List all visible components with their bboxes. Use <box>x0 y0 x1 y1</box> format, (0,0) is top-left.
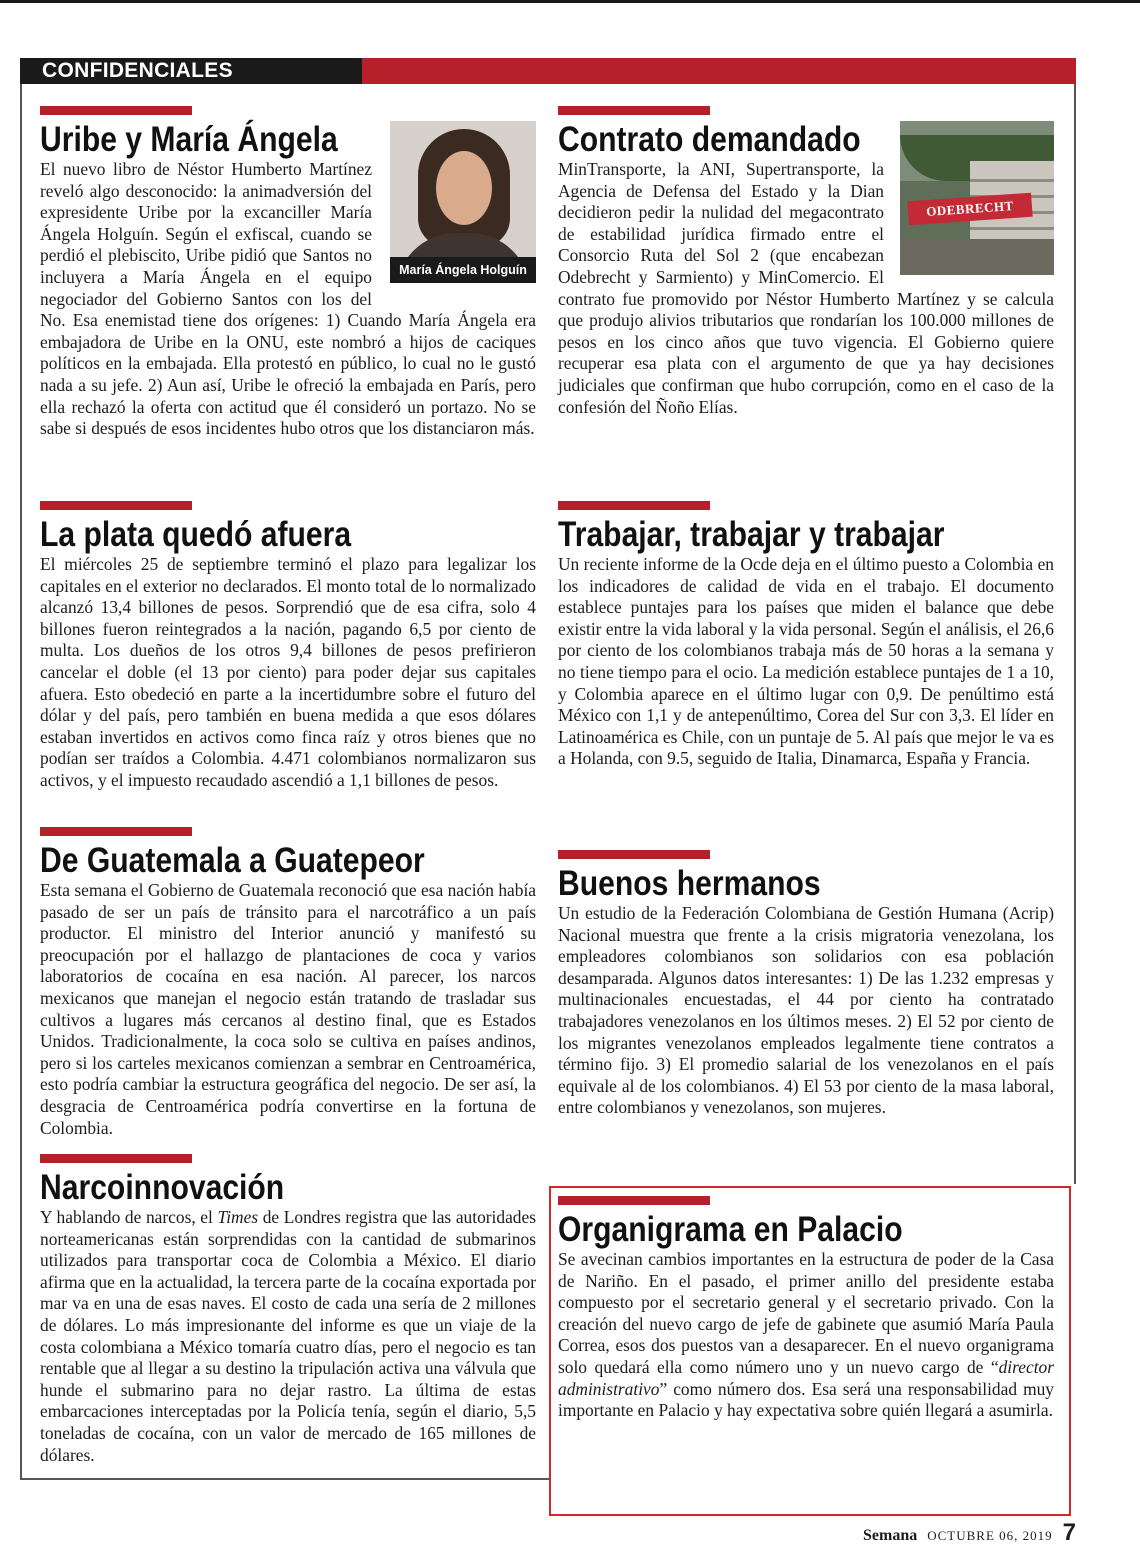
article-guatemala <box>40 827 536 1139</box>
frame-rule-right <box>1074 84 1076 1184</box>
article-body: Esta semana el Gobierno de Guatemala reconoció que esa nación había pasado de ser un país de tránsito para el narcotráfico a un país productor. El ministro del Interior anunció y manifestó su preocupación por el hallazgo de plantaciones de coca y varios laboratorios de cocaína en esa nación. Al parecer, los narcos mexicanos que manejan el negocio están tratando de trasladar sus cultivos a lugares más cercanos al destino final, que es Estados Unidos. Tradicionalmente, la coca solo se cultiva en países andinos, pero si los carteles mexicanos comienzan a sembrar en Centroamérica, esto podría cambiar la estructura geográfica del negocio. De ser así, la desgracia de Centroamérica podría convertirse en la fortuna de Colombia. <box>40 880 536 1138</box>
top-rule <box>0 0 1140 3</box>
article-body: Se avecinan cambios importantes en la estructura de poder de la Casa de Nariño. En el pasado, el primer anillo del presidente estaba compuesto por el secretario general y el secretario privado. Con la creación del nuevo cargo de jefe de gabinete que asumió María Paula Correa, esos dos puestos van a desaparecer. En el nuevo organigrama solo quedará ella como número uno y un nuevo cargo de “director administrativo” como número dos. Esa será una responsabilidad muy importante en Palacio y hay expectativa sobre quién llegará a asumirla. <box>558 1249 1054 1421</box>
section-label: CONFIDENCIALES <box>20 58 362 84</box>
article-headline: Trabajar, trabajar y trabajar <box>558 515 945 554</box>
headline-accent-bar <box>40 501 192 510</box>
article-body: El nuevo libro de Néstor Humberto Martínez reveló algo desconocido: la animadversión del expresidente Uribe por la excanciller María Ángela Holguín. Según el exfiscal, cuando se perdió el plebiscito, Uribe pidió que Santos no incluyera a María Ángela en el equipo negociador del Gobierno Santos con los del No. Esa enemistad tiene dos orígenes: 1) Cuando María Ángela era embajadora de Uribe en la ONU, este nombró a hijos de caciques políticos en la embajada. Ella protestó en público, lo cual no le gustó nada a su jefe. 2) Aun así, Uribe le ofreció la embajada en París, pero ella rechazó la oferta con actitud que él consideró un portazo. No se sabe si después de esos incidentes hubo otros que los distanciaron más. <box>40 159 536 439</box>
photo-maria-angela-holguin <box>390 121 536 283</box>
frame-rule-bottom <box>20 1478 550 1480</box>
headline-accent-bar <box>558 1196 710 1205</box>
page-number: 7 <box>1062 1519 1076 1546</box>
article-narcoinnovacion <box>40 1154 536 1466</box>
headline-accent-bar <box>558 501 710 510</box>
headline-accent-bar <box>40 106 192 115</box>
article-body: MinTransporte, la ANI, Supertransporte, la Agencia de Defensa del Estado y la Dian decidieron pedir la nulidad del megacontrato de estabilidad jurídica firmado entre el Consorcio Ruta del Sol 2 (que encabezan Odebrecht y Sarmiento) y MinComercio. El contrato fue promovido por Néstor Humberto Martínez y se calcula que produjo alivios tributarios que rondarían los 100.000 millones de pesos en los cinco años que tuvo vigencia. El Gobierno quiere recuperar esa plata con el argumento de que ya hay decisiones judiciales que confirman que hubo corrupción, como en el caso de la confesión del Ñoño Elías. <box>558 159 1054 417</box>
headline-accent-bar <box>40 1154 192 1163</box>
director-administrativo-italic: director administrativo <box>558 1356 1054 1399</box>
article-trabajar <box>558 501 1054 770</box>
article-hermanos <box>558 850 1054 1119</box>
section-header-bar <box>20 58 1076 84</box>
article-body: Un estudio de la Federación Colombiana de Gestión Humana (Acrip) Nacional muestra que frente a la crisis migratoria venezolana, los empleadores colombianos son solidarios con esa población desamparada. Algunos datos interesantes: 1) De las 1.232 empresas y multinacionales encuestadas, el 44 por ciento ha contratado trabajadores venezolanos en los últimos meses. 2) El 52 por ciento de los migrantes venezolanos empleados legalmente tiene contratos a término fijo. 3) El promedio salarial de los venezolanos en el país equivale al de los colombianos. 4) El 53 por ciento de la masa laboral, entre colombianos y venezolanos, son mujeres. <box>558 903 1054 1118</box>
article-body: Un reciente informe de la Ocde deja en el último puesto a Colombia en los indicadores de calidad de vida en el trabajo. El documento establece puntajes para los países que miden el balance que debe existir entre la vida laboral y la vida personal. Según el análisis, el 26,6 por ciento de los colombianos trabaja más de 50 horas a la semana y no tiene tiempo para el ocio. La medición establece puntajes de 1 a 10, y Colombia aparece en el último lugar con 0,9. De penúltimo está México con 1,1 y de antepenúltimo, Corea del Sur con 3,3. El líder en Latinoamérica es Chile, con un puntaje de 5. Al país que mejor le va es a Holanda, con 9.5, seguido de Italia, Dinamarca, España y Francia. <box>558 554 1054 769</box>
headline-accent-bar <box>558 106 710 115</box>
article-uribe <box>40 106 536 440</box>
article-headline: Organigrama en Palacio <box>558 1210 903 1249</box>
article-body: Y hablando de narcos, el Times de Londres registra que las autoridades norteamericanas están sorprendidas con la cantidad de submarinos utilizados para transportar coca de Colombia a México. El diario afirma que en la actualidad, la tercera parte de la cocaína exportada por mar va en una de esas naves. El costo de cada una sería de 2 millones de dólares. Lo más impresionante del informe es que un viaje de la costa colombiana a México tomaría cuatro días, pero el negocio es tan rentable que al llegar a su destino la tripulación activa una válvula que hunde el submarino para no dejar rastro. La última de estas embarcaciones interceptadas por la Policía tenía, según el diario, 5,5 toneladas de cocaína, con un valor de mercado de 165 millones de dólares. <box>40 1207 536 1465</box>
frame-rule-left <box>20 84 22 1479</box>
headline-accent-bar <box>558 850 710 859</box>
article-body: El miércoles 25 de septiembre terminó el plazo para legalizar los capitales en el exterior no declarados. El monto total de lo normalizado alcanzó 13,4 billones de pesos. Sorprendió que de esa cifra, solo 4 billones fueron reintegrados a la nación, pagando 6,5 por ciento de multa. Los dueños de los otros 9,4 billones de pesos prefirieron cancelar el doble (el 13 por ciento) para poder dejar sus capitales afuera. Esto obedeció en parte a la incertidumbre sobre el futuro del dólar y del país, pero también en buena medida a que esos dólares estaban invertidos en activos como finca raíz y otros bienes que no podían ser traídos a Colombia. 4.471 colombianos normalizaron sus activos, y el impuesto recaudado ascendió a 1,1 billones de pesos. <box>40 554 536 790</box>
photo-odebrecht-building <box>900 121 1054 275</box>
publication-name: Semana <box>862 1527 918 1544</box>
article-headline: Narcoinnovación <box>40 1168 285 1207</box>
photo-caption: María Ángela Holguín <box>390 257 536 283</box>
page-folio <box>820 1519 1076 1546</box>
headline-accent-bar <box>40 827 192 836</box>
article-organigrama <box>558 1196 1054 1422</box>
times-italic: Times <box>217 1207 259 1227</box>
article-plata <box>40 501 536 792</box>
issue-date: OCTUBRE 06, 2019 <box>927 1528 1053 1543</box>
article-contrato <box>558 106 1054 418</box>
article-headline: La plata quedó afuera <box>40 515 352 554</box>
article-headline: Buenos hermanos <box>558 864 821 903</box>
odebrecht-sign: ODEBRECHT <box>907 193 1032 226</box>
article-headline: Uribe y María Ángela <box>40 120 338 159</box>
article-headline: De Guatemala a Guatepeor <box>40 841 425 880</box>
article-headline: Contrato demandado <box>558 120 861 159</box>
